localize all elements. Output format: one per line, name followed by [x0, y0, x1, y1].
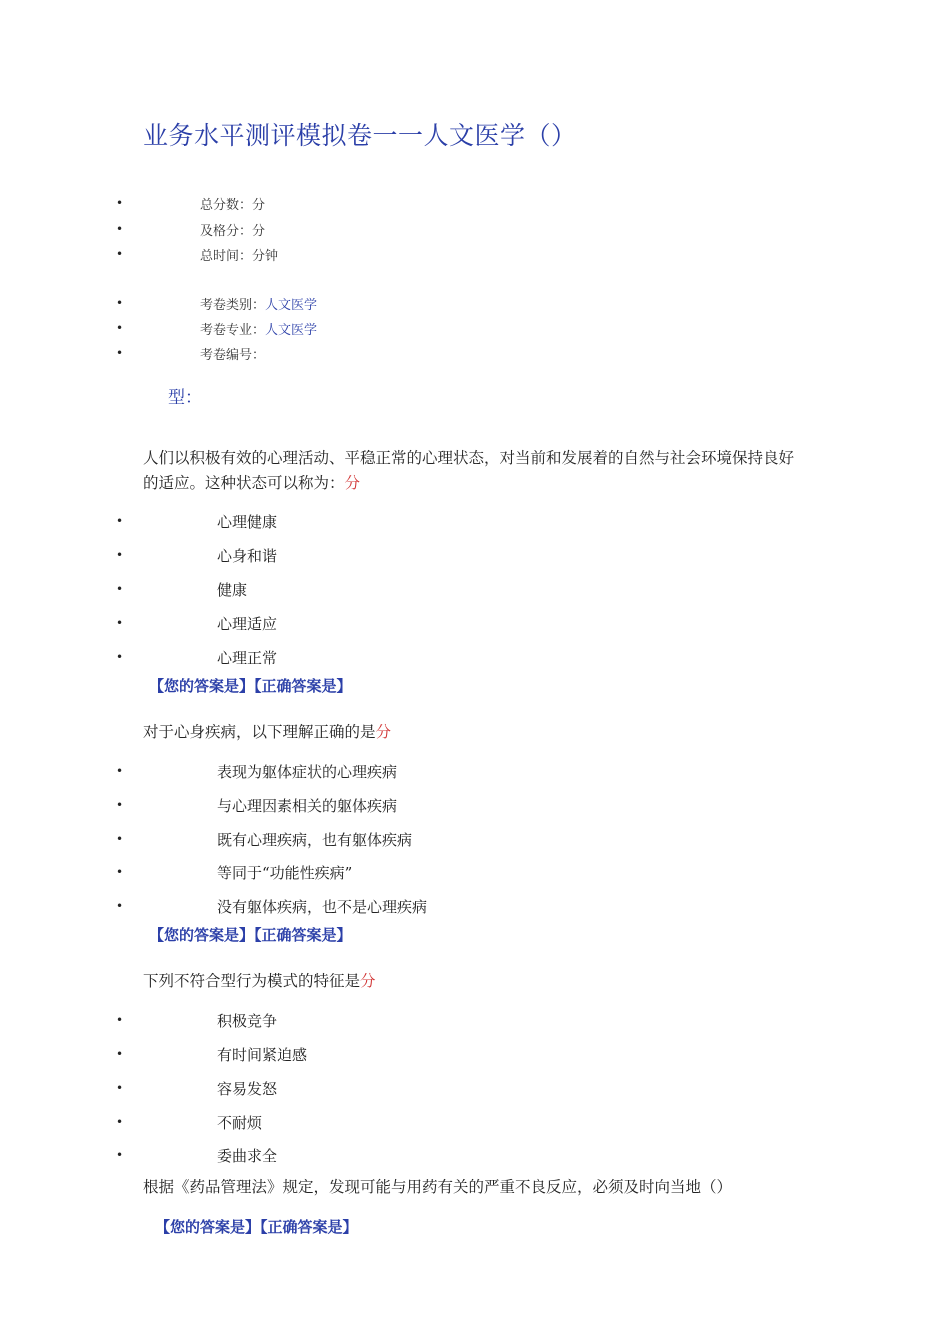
- your-answer-label: 【您的答案是】: [149, 926, 255, 944]
- meta-value: 分钟: [252, 249, 279, 264]
- meta-value: 分: [252, 224, 266, 239]
- correct-answer-label: 【正确答案是】: [254, 926, 352, 944]
- question-text: 人们以积极有效的心理活动、平稳正常的心理状态，对当前和发展着的自然与社会环境保持良好的适应。这种状态可以称为：: [143, 449, 795, 492]
- meta-label: 总分数：: [200, 198, 253, 213]
- bullet: •: [116, 1115, 124, 1129]
- bullet: •: [116, 798, 124, 812]
- bullet: •: [116, 650, 124, 664]
- question-2: [143, 720, 803, 745]
- option[interactable]: 心身和谐: [217, 547, 278, 565]
- option[interactable]: 与心理因素相关的躯体疾病: [217, 797, 398, 815]
- page-title: 业务水平测评模拟卷一一人文医学（）: [143, 121, 577, 150]
- question-type: 型：: [168, 388, 202, 408]
- correct-answer-label: 【正确答案是】: [254, 677, 352, 695]
- answer-line: [149, 675, 352, 696]
- meta-total-score: [200, 194, 265, 213]
- bullet: •: [116, 321, 124, 335]
- option[interactable]: 健康: [217, 581, 248, 599]
- meta-label: 考卷编号：: [200, 348, 266, 363]
- answer-line: [155, 1216, 358, 1237]
- bullet: •: [116, 514, 124, 528]
- meta-label: 考卷类别：: [200, 298, 266, 313]
- option[interactable]: 积极竞争: [217, 1012, 278, 1030]
- meta-label: 及格分：: [200, 224, 253, 239]
- bullet: •: [116, 196, 124, 210]
- bullet: •: [116, 548, 124, 562]
- bullet: •: [116, 1148, 124, 1162]
- option[interactable]: 既有心理疾病，也有躯体疾病: [217, 831, 413, 849]
- bullet: •: [116, 222, 124, 236]
- meta-pass-score: [200, 220, 265, 239]
- bullet: •: [116, 1081, 124, 1095]
- bullet: •: [116, 1047, 124, 1061]
- bullet: •: [116, 1013, 124, 1027]
- option[interactable]: 容易发怒: [217, 1080, 278, 1098]
- bullet: •: [116, 346, 124, 360]
- question-score: 分: [344, 474, 361, 492]
- option[interactable]: 心理适应: [217, 615, 278, 633]
- meta-total-time: [200, 245, 278, 264]
- bullet: •: [116, 247, 124, 261]
- question-score: 分: [375, 723, 392, 741]
- meta-value: 分: [252, 198, 266, 213]
- meta-major-link[interactable]: 人文医学: [265, 323, 318, 338]
- bullet: •: [116, 832, 124, 846]
- option[interactable]: 等同于“功能性疾病”: [217, 864, 353, 882]
- option[interactable]: 有时间紧迫感: [217, 1046, 308, 1064]
- bullet: •: [116, 296, 124, 310]
- option[interactable]: 没有躯体疾病，也不是心理疾病: [217, 898, 428, 916]
- option[interactable]: 不耐烦: [217, 1114, 263, 1132]
- answer-line: [149, 924, 352, 945]
- option[interactable]: 心理正常: [217, 649, 278, 667]
- meta-major: [200, 319, 317, 338]
- bullet: •: [116, 582, 124, 596]
- meta-label: 总时间：: [200, 249, 253, 264]
- your-answer-label: 【您的答案是】: [149, 677, 255, 695]
- question-text: 根据《药品管理法》规定，发现可能与用药有关的严重不良反应，必须及时向当地（）: [143, 1178, 733, 1196]
- bullet: •: [116, 865, 124, 879]
- question-text: 下列不符合型行为模式的特征是: [143, 972, 361, 990]
- option[interactable]: 表现为躯体症状的心理疾病: [217, 763, 398, 781]
- question-4: [143, 1175, 803, 1200]
- meta-category: [200, 294, 317, 313]
- question-3: [143, 969, 803, 994]
- your-answer-label: 【您的答案是】: [155, 1218, 261, 1236]
- bullet: •: [116, 764, 124, 778]
- option[interactable]: 委曲求全: [217, 1147, 278, 1165]
- question-text: 对于心身疾病，以下理解正确的是: [143, 723, 376, 741]
- question-1: [143, 446, 803, 496]
- option[interactable]: 心理健康: [217, 513, 278, 531]
- bullet: •: [116, 616, 124, 630]
- correct-answer-label: 【正确答案是】: [260, 1218, 358, 1236]
- meta-code: [200, 344, 265, 363]
- bullet: •: [116, 899, 124, 913]
- question-score: 分: [360, 972, 376, 990]
- meta-label: 考卷专业：: [200, 323, 266, 338]
- meta-category-link[interactable]: 人文医学: [265, 298, 318, 313]
